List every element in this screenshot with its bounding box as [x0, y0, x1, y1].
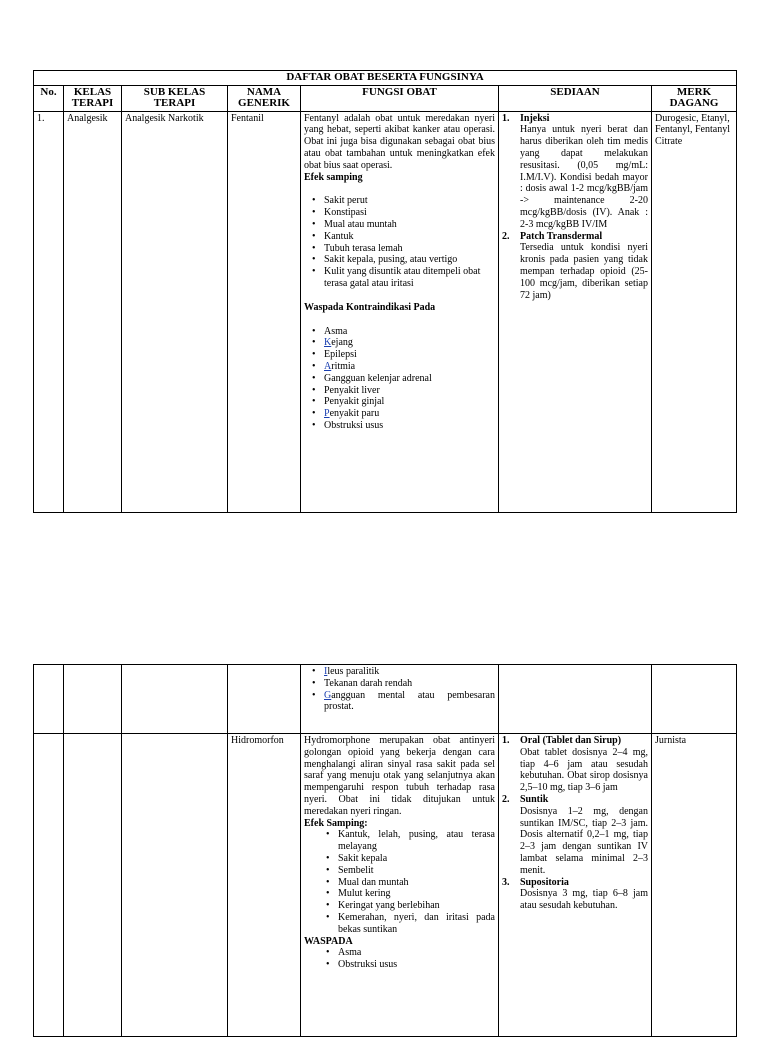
list-item: • Konstipasi: [324, 207, 495, 219]
list-item: • Kulit yang disuntik atau ditempeli obat terasa gatal atau iritasi: [324, 266, 495, 290]
link-letter[interactable]: G: [324, 689, 332, 701]
sediaan-list: [502, 113, 648, 302]
sediaan-title: Supositoria: [520, 876, 569, 888]
efek-samping-heading: Efek Samping:: [304, 817, 368, 829]
efek-samping-list: [304, 829, 495, 935]
header-sub-kelas-terapi: SUB KELAS TERAPI: [122, 85, 228, 111]
list-item: • Tubuh terasa lemah: [324, 243, 495, 255]
list-item: • Asma: [338, 947, 495, 959]
cell-sediaan: [499, 734, 652, 1037]
cell-merk-dagang: Durogesic, Etanyl, Fentanyl, Fentanyl Citrate: [652, 111, 737, 512]
list-item: • Gangguan kelenjar adrenal: [324, 373, 495, 385]
sediaan-item: 2. Suntik Dosisnya 1–2 mg, dengan suntikan IM/SC, tiap 2–3 jam. Dosis alternatif 0,2–1 mg, tiap 2–3 jam dengan suntikan IV lambat selama minimal 2–3 menit.: [502, 793, 648, 876]
header-no: No.: [34, 85, 64, 111]
sediaan-text: Tersedia untuk kondisi nyeri kronis pada pasien yang tidak mempan terhadap opioid (25-100 mcg/jam, diberikan setiap 72 jam): [520, 242, 648, 301]
header-nama-generik: NAMA GENERIK: [228, 85, 301, 111]
list-item: • Aritmia: [324, 361, 495, 373]
list-item: • Penyakit ginjal: [324, 396, 495, 408]
waspada-heading: Waspada Kontraindikasi Pada: [304, 301, 436, 313]
cell-fungsi-continued: [301, 665, 499, 734]
cell-no: 1.: [34, 111, 64, 512]
list-item: • Obstruksi usus: [338, 959, 495, 971]
list-item: • Kantuk: [324, 231, 495, 243]
cell-sediaan: [499, 111, 652, 512]
list-item: • Epilepsi: [324, 349, 495, 361]
waspada-list-continued: [304, 666, 495, 713]
list-item: • Sakit kepala, pusing, atau vertigo: [324, 254, 495, 266]
efek-samping-heading: Efek samping: [304, 171, 363, 183]
table-title: DAFTAR OBAT BESERTA FUNGSINYA: [34, 71, 737, 86]
header-sediaan: SEDIAAN: [499, 85, 652, 111]
link-letter[interactable]: I: [324, 666, 328, 677]
sediaan-text: Dosisnya 3 mg, tiap 6–8 jam atau sesudah kebutuhan.: [520, 888, 648, 912]
link-letter[interactable]: A: [324, 360, 332, 372]
list-item: • Kantuk, lelah, pusing, atau terasa melayang: [338, 829, 495, 853]
list-item: • Mulut kering: [338, 888, 495, 900]
list-item: • Tekanan darah rendah: [324, 678, 495, 690]
waspada-heading: WASPADA: [304, 935, 353, 947]
drug-table-page2: [33, 664, 737, 1037]
cell-merk-dagang: Jurnista: [652, 734, 737, 1037]
sediaan-item: 1. Injeksi Hanya untuk nyeri berat dan harus diberikan oleh tim medis yang dapat melakukan resusitasi. (0,05 mg/mL: I.M/I.V). Kondisi bedah mayor : dosis awal 1-2 mcg/kgBB/jam -> maintenance 2-20 mcg/kgBB/dosis (IV). Anak : 2-3 mcg/kgBB IV/IM: [502, 112, 648, 230]
sediaan-item: 2. Patch Transdermal Tersedia untuk kondisi nyeri kronis pada pasien yang tidak mempan terhadap opioid (25-100 mcg/jam, diberikan setiap 72 jam): [502, 230, 648, 301]
waspada-list: [304, 947, 495, 971]
list-item: • Sakit kepala: [338, 853, 495, 865]
efek-samping-list: [304, 195, 495, 289]
list-item: • Ileus paralitik: [324, 666, 495, 678]
sediaan-text: Hanya untuk nyeri berat dan harus diberikan oleh tim medis yang dapat melakukan resusitasi. (0,05 mg/mL: I.M/I.V). Kondisi bedah mayor : dosis awal 1-2 mcg/kgBB/jam -> maintenance 2-20 mcg/kgBB/dosis (IV). Anak : 2-3 mcg/kgBB IV/IM: [520, 124, 648, 230]
table-row: [34, 734, 737, 1037]
list-item: • Keringat yang berlebihan: [338, 900, 495, 912]
list-item: • Sembelit: [338, 865, 495, 877]
list-item: • Mual atau muntah: [324, 219, 495, 231]
list-item: • Sakit perut: [324, 195, 495, 207]
header-merk-dagang: MERK DAGANG: [652, 85, 737, 111]
table-row: [34, 665, 737, 734]
drug-table-page1: [33, 70, 737, 513]
fungsi-description: Hydromorphone merupakan obat antinyeri golongan opioid yang bekerja dengan cara menghalangi aliran sinyal rasa sakit pada sel saraf yang menuju otak yang selanjutnya akan mempengaruhi respon tubuh terhadap rasa nyeri. Obat ini tidak ditujukan untuk meredakan nyeri ringan.: [304, 735, 495, 817]
sediaan-text: Obat tablet dosisnya 2–4 mg, tiap 4–6 jam atau sesudah kebutuhan. Obat sirop dosisnya 2,5–10 mg, tiap 3–6 jam: [520, 746, 648, 794]
header-kelas-terapi: KELAS TERAPI: [64, 85, 122, 111]
sediaan-title: Injeksi: [520, 112, 550, 124]
sediaan-title: Patch Transdermal: [520, 230, 603, 242]
cell-nama-generik: Hidromorfon: [228, 734, 301, 1037]
fungsi-description: Fentanyl adalah obat untuk meredakan nyeri yang hebat, seperti akibat kanker atau operasi. Obat ini juga bisa digunakan sebagai obat bius atau obat tambahan untuk meningkatkan efek obat bius saat operasi.: [304, 112, 495, 171]
table-row: [34, 111, 737, 512]
header-fungsi-obat: FUNGSI OBAT: [301, 85, 499, 111]
waspada-list: [304, 326, 495, 432]
cell-fungsi-obat: [301, 111, 499, 512]
list-item: • Mual dan muntah: [338, 877, 495, 889]
cell-sub-kelas: Analgesik Narkotik: [122, 111, 228, 512]
list-item: • Kejang: [324, 337, 495, 349]
link-letter[interactable]: P: [324, 408, 330, 420]
list-item: • Penyakit paru: [324, 408, 495, 420]
list-item: • Asma: [324, 326, 495, 338]
link-letter[interactable]: K: [324, 337, 332, 349]
list-item: • Kemerahan, nyeri, dan iritasi pada bekas suntikan: [338, 912, 495, 936]
sediaan-item: 1. Oral (Tablet dan Sirup) Obat tablet dosisnya 2–4 mg, tiap 4–6 jam atau sesudah kebutuhan. Obat sirop dosisnya 2,5–10 mg, tiap 3–6 jam: [502, 735, 648, 794]
sediaan-title: Suntik: [520, 793, 549, 805]
sediaan-title: Oral (Tablet dan Sirup): [520, 735, 622, 746]
list-item: • Obstruksi usus: [324, 420, 495, 432]
sediaan-list: [502, 735, 648, 912]
cell-fungsi-obat: [301, 734, 499, 1037]
cell-kelas-terapi: Analgesik: [64, 111, 122, 512]
sediaan-text: Dosisnya 1–2 mg, dengan suntikan IM/SC, tiap 2–3 jam. Dosis alternatif 0,2–1 mg, tiap 2–3 jam dengan suntikan IV lambat selama minimal 2–3 menit.: [520, 805, 648, 876]
list-item: • Gangguan mental atau pembesaran prostat.: [324, 690, 495, 714]
list-item: • Penyakit liver: [324, 385, 495, 397]
cell-nama-generik: Fentanil: [228, 111, 301, 512]
sediaan-item: 3. Supositoria Dosisnya 3 mg, tiap 6–8 jam atau sesudah kebutuhan.: [502, 876, 648, 912]
